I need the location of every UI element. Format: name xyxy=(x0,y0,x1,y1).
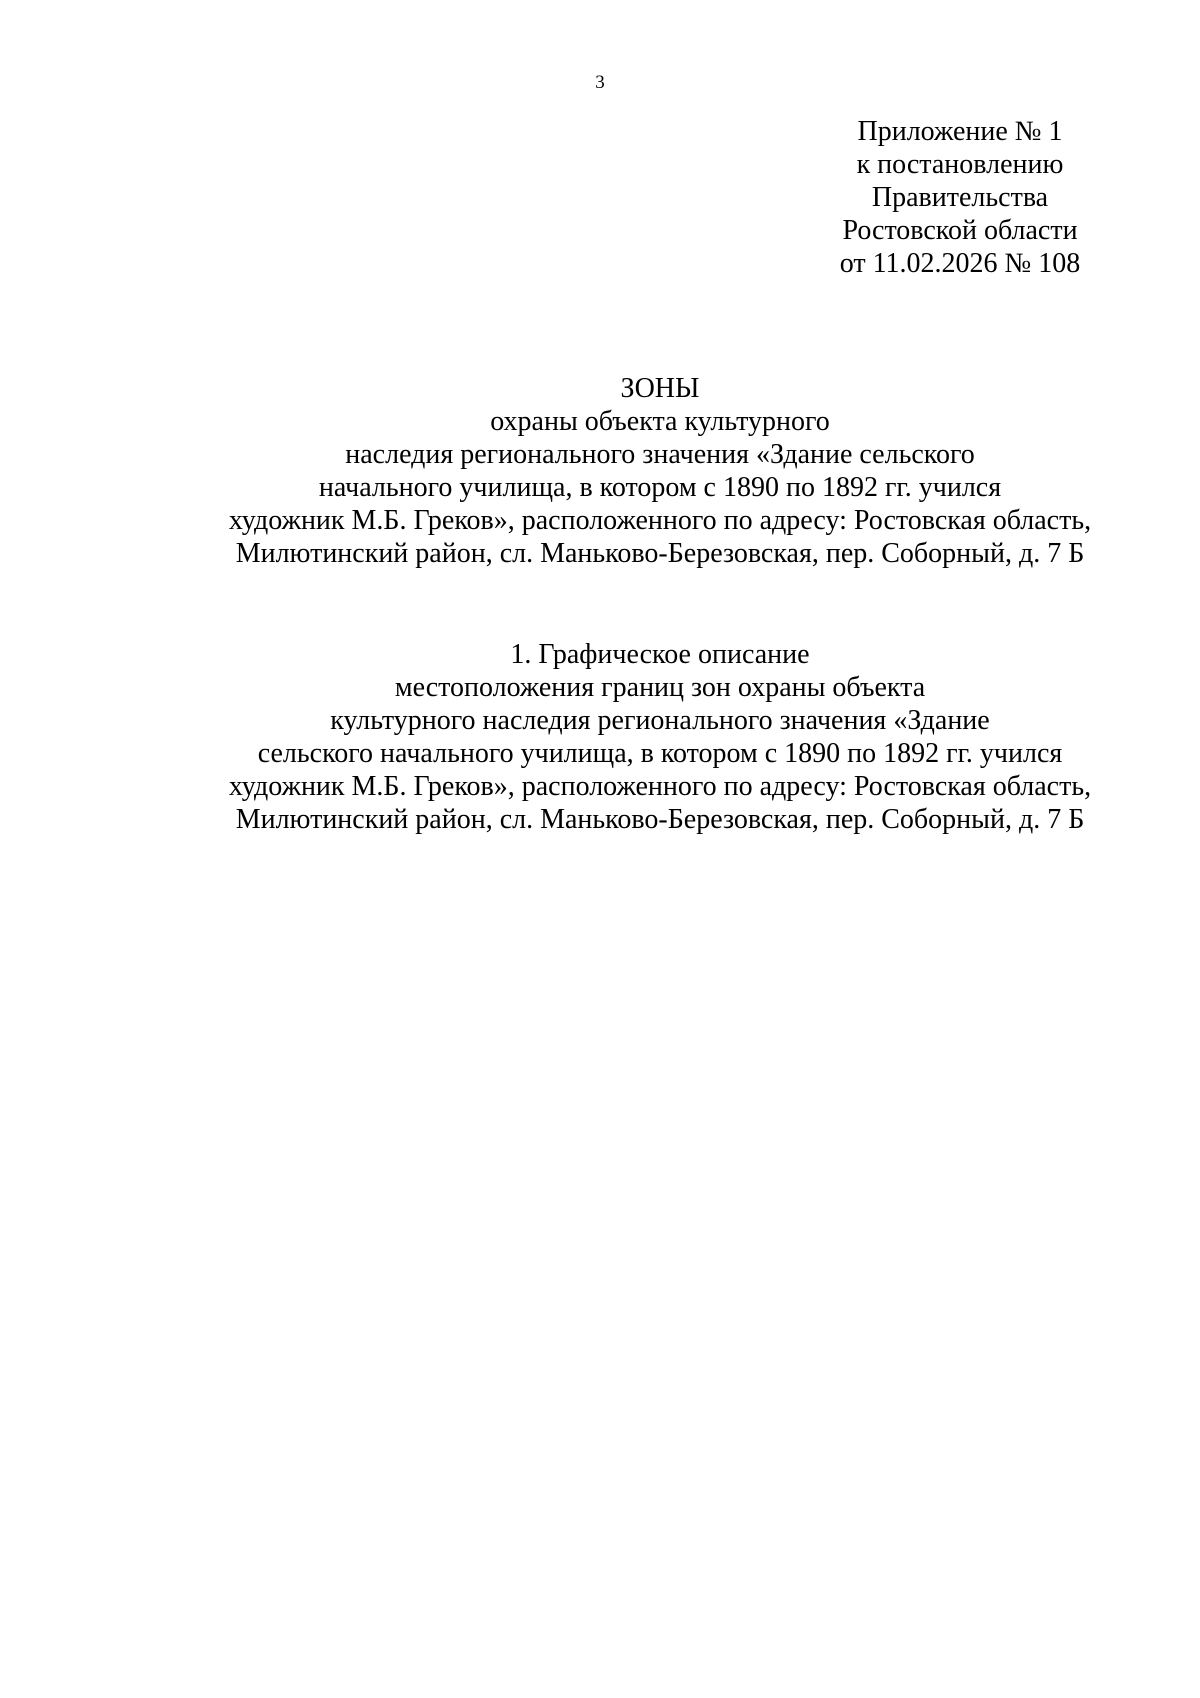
appendix-reference xyxy=(820,115,1100,280)
title-line: художник М.Б. Греков», расположенного по адресу: Ростовская область, xyxy=(228,505,1092,536)
title-line: охраны объекта культурного xyxy=(490,406,830,437)
title-line: наследия регионального значения «Здание сельского xyxy=(345,439,975,470)
appendix-line: Ростовской области xyxy=(842,215,1078,246)
section-line: культурного наследия регионального значения «Здание xyxy=(330,705,990,736)
title-line: начального училища, в котором с 1890 по 1892 гг. учился xyxy=(318,472,1002,503)
section-line: Милютинский район, сл. Маньково-Березовская, пер. Соборный, д. 7 Б xyxy=(235,804,1085,835)
title-line: Милютинский район, сл. Маньково-Березовская, пер. Соборный, д. 7 Б xyxy=(235,538,1085,569)
section-line: 1. Графическое описание xyxy=(510,639,810,670)
section-line: местоположения границ зон охраны объекта xyxy=(394,672,926,703)
page-number: 3 xyxy=(595,72,605,93)
appendix-line: к постановлению xyxy=(856,149,1064,180)
appendix-line: Приложение № 1 xyxy=(857,116,1063,147)
appendix-line: от 11.02.2026 № 108 xyxy=(839,248,1081,279)
appendix-line: Правительства xyxy=(871,182,1049,213)
document-title xyxy=(160,372,1160,570)
section-heading xyxy=(160,638,1160,836)
section-line: сельского начального училища, в котором с 1890 по 1892 гг. учился xyxy=(257,738,1063,769)
title-heading: ЗОНЫ xyxy=(620,373,700,404)
section-line: художник М.Б. Греков», расположенного по адресу: Ростовская область, xyxy=(228,771,1092,802)
